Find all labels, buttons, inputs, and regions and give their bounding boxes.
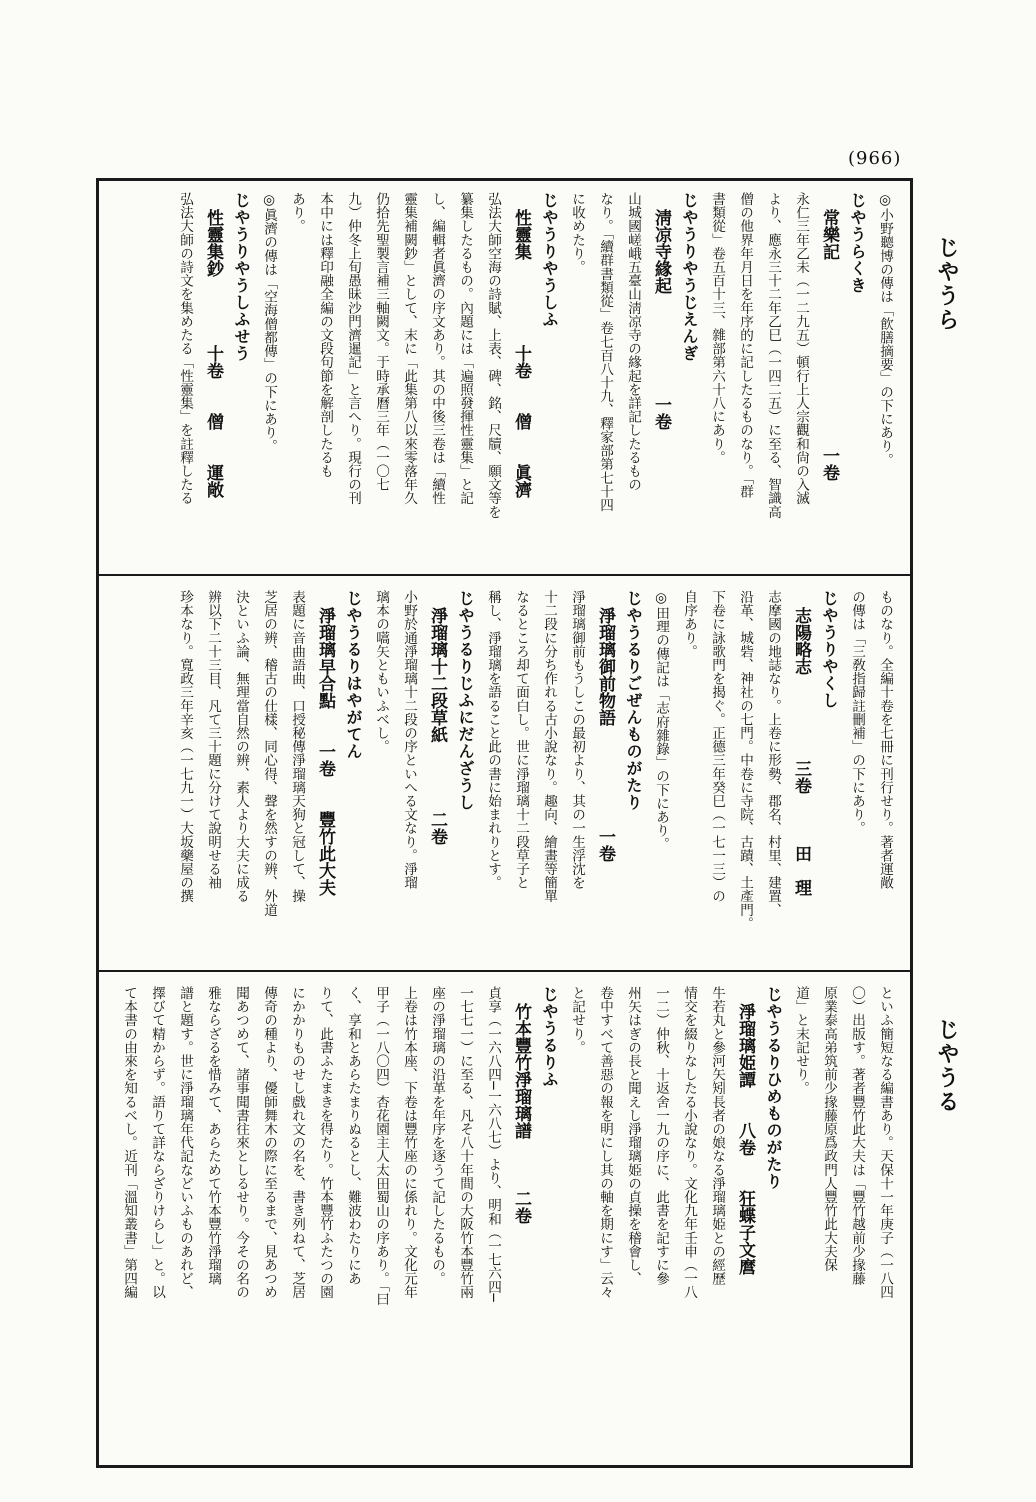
text-column: 志摩國の地誌なり。上卷に形勢、郡名、村里、建置、 (765, 590, 781, 917)
entry-heading: じやうるりふ (540, 986, 559, 1088)
text-column: 辨以下二十三目、凡て三十題に分けて說明せる袖 (205, 590, 221, 890)
text-column: 芝居の辨、稽古の仕樣、同心得、聲を然すの辨、外道 (261, 590, 277, 917)
entry-heading: じやうりやうしふ (540, 192, 559, 328)
text-column: なり。「續群書類從」卷七百八十九、釋家部第七十四 (597, 192, 613, 512)
text-column: 自序あり。 (681, 590, 697, 658)
entry-note: ◎田理の傳記は「志府雜錄」の下にあり。 (653, 590, 669, 851)
text-column: 靈集補闕鈔」として、末に「此集第八以來零落年久 (401, 192, 417, 505)
text-column: 弘法大師空海の詩賦、上表、碑、銘、尺牘、願文等を (485, 192, 501, 519)
text-column: 擇びて精からず。語りて詳ならざりけらし」と。以 (149, 986, 165, 1299)
entry-title: 淨瑠璃十二段草紙 二卷 (427, 590, 447, 845)
text-column: 淨瑠璃御前もうしこの最初より、其の一生浮沈を (569, 590, 585, 890)
entry-note: ◎小野聽博の傳は「飮膳摘要」の下にあり。 (877, 192, 893, 467)
entry-note: ◎眞濟の傳は「空海僧都傳」の下にあり。 (261, 192, 277, 453)
text-column: し、編輯者眞濟の序文あり。其の中後三卷は「續性 (429, 192, 445, 505)
divider-top-middle (96, 574, 913, 576)
text-column: 九）仲冬上旬愚昧沙門濟暹記」と言へり。現行の刊 (345, 192, 361, 505)
entry-title: 志陽略志 三卷 田 理 (791, 590, 811, 896)
text-column: 稱し、淨瑠璃を語ること此の書に始まれりとす。 (485, 590, 501, 890)
text-column: あり。 (289, 192, 305, 233)
text-column: 上卷は竹本座、下卷は豐竹座のに係れり。文化元年 (401, 986, 417, 1299)
entry-title: 淸凉寺緣起 一卷 (651, 192, 671, 430)
top-section (112, 192, 896, 568)
text-column: 決といふ論、無理當自然の辨、素人より大夫に成る (233, 590, 249, 903)
text-column: く、享和とあらたまりぬるとし、難波わたりにあ (345, 986, 361, 1286)
text-column: 原業泰高弟筑前少掾藤原爲政門人豐竹此大夫保 (821, 986, 837, 1272)
entry-heading: じやうりやうしふせう (232, 192, 251, 362)
text-column: 沿革、城砦、神社の七門。中卷に寺院、古蹟、土產門。 (737, 590, 753, 930)
text-column: 弘法大師の詩文を集めたる「性靈集」を註釋したる (177, 192, 193, 505)
text-column: 書類從」卷五百十三、雜部第六十八にあり。 (709, 192, 725, 464)
text-column: て本書の由來を知るべし。近刊「溫知叢書」第四編 (121, 986, 137, 1299)
text-column: 本中には釋印融全編の文段句節を解剖したるも (317, 192, 333, 478)
text-column: 一七七一）に至る、凡そ八十年間の大阪竹本豐竹兩 (457, 986, 473, 1299)
text-column: にかかりものせし戲れ文の名を、書き列ねて、芝居 (289, 986, 305, 1299)
text-column: 牛若丸と參河矢矧長者の娘なる淨瑠璃姫との經歷 (709, 986, 725, 1286)
entry-title: 性靈集 十卷 僧 眞濟 (511, 192, 531, 498)
entry-title: 常樂記 一卷 (819, 192, 839, 481)
entry-title: 淨瑠璃早合點 一卷 豐竹此大夫 (315, 590, 335, 896)
entry-heading: じやうるりはやがてん (344, 590, 363, 760)
text-column: 珍本なり。寬政三年辛亥（一七九一）大坂藥屋の撰 (177, 590, 193, 903)
text-column: 仍拾先聖製言補三軸闕文。于時承曆三年（一〇七 (373, 192, 389, 492)
text-column: より、應永三十二年乙巳（一四二五）に至る、智識高 (765, 192, 781, 519)
text-column: 山城國嵯峨五臺山淸凉寺の緣起を詳記したるもの (625, 192, 641, 492)
text-column: 卷中すべて善惡の報を明にし其の軸を期にす」云々 (597, 986, 613, 1299)
middle-section (112, 590, 896, 962)
text-column: 雅ならざるを惜みて、あらためて竹本豐竹淨瑠璃 (205, 986, 221, 1286)
entry-heading: じやうりやうじえんぎ (680, 192, 699, 362)
text-column: に收めたり。 (569, 192, 585, 274)
text-column: 僧の他界年月日を年序的に記したるものなり。「群 (737, 192, 753, 498)
divider-middle-bottom (96, 970, 913, 972)
text-column: 纂集したるもの。內題には「遍照發揮性靈集」と記 (457, 192, 473, 505)
entry-heading: じやうるりじふにだんざうし (456, 590, 475, 811)
text-column: 聞あつめて、諸事聞書往來としるせり。今その名の (233, 986, 249, 1299)
text-column: 座の淨瑠璃の沿革を年序を逐うて記したるもの。 (429, 986, 445, 1286)
text-column: 永仁三年乙未（一二九五）頓行上人宗觀和尙の入滅 (793, 192, 809, 505)
text-column: 〇）出版す。著者豐竹此大夫は「豐竹越前少掾藤 (849, 986, 865, 1286)
entry-heading: じやうりやくし (820, 590, 839, 709)
text-column: 譜と題す。世に淨瑠璃年代記などいふものあれど、 (177, 986, 193, 1299)
entry-title: 淨瑠璃姫譚 八卷 狂蝶子文麿 (735, 986, 755, 1275)
text-column: ものなり。全編十卷を七冊に刊行せり。著者運敞 (877, 590, 893, 890)
text-column: 道」と末記せり。 (793, 986, 809, 1095)
text-column: なるところ却て面白し。世に淨瑠璃十二段草子と (513, 590, 529, 890)
running-head-top: じやうら (934, 236, 960, 332)
entry-heading: じやうるりごぜんものがたり (624, 590, 643, 811)
page-number: (966) (848, 148, 902, 169)
text-column: 下卷に詠歌門を揭ぐ。正德三年癸巳（一七一三）の (709, 590, 725, 903)
entry-heading: じやうらくき (848, 192, 867, 294)
text-column: 表題に音曲語曲、口授秘傳淨瑠璃天狗と冠して、操 (289, 590, 305, 903)
text-column: 情交を綴りなしたる小說なり。文化九年壬申（一八 (681, 986, 697, 1299)
entry-title: 性靈集鈔 十卷 僧 運敞 (203, 192, 223, 498)
text-column: 十二段に分ち作れる古小說なり。趣向、繪畫等簡單 (541, 590, 557, 903)
entry-title: 竹本豐竹淨瑠璃譜 二卷 (511, 986, 531, 1224)
text-column: りて、此書ふたまきを得たり。竹本豐竹ふたつの園 (317, 986, 333, 1299)
entry-title: 淨瑠璃御前物語 一卷 (595, 590, 615, 862)
text-column: といふ簡短なる編書あり。天保十一年庚子（一八四 (877, 986, 893, 1299)
entry-heading: じやうるりひめものがたり (764, 986, 783, 1190)
text-column: 州矢はぎの長と聞えし淨瑠璃姫の貞操を稽會し、 (625, 986, 641, 1286)
text-column: の傳は「三敎指歸註刪補」の下にあり。 (849, 590, 865, 835)
text-column: 璃本の嚆矢ともいふべし。 (373, 590, 389, 754)
bottom-section (112, 986, 896, 1456)
text-column: 貞享（一六八四─一六八七）より、明和（一七六四─ (485, 986, 501, 1302)
text-column: 小野於通淨瑠璃十二段の序といへる文なり。淨瑠 (401, 590, 417, 890)
running-head-bottom: じやうる (934, 1018, 960, 1114)
text-column: 一二）仲秋、十返舍一九の序に、此書を記すに參 (653, 986, 669, 1286)
text-column: 甲子（一八〇四）杏花園主人太田蜀山の序あり。「曰 (373, 986, 389, 1306)
text-column: 傳奇の種より、優師舞木の際に至るまで、見あつめ (261, 986, 277, 1299)
text-column: と記せり。 (569, 986, 585, 1054)
